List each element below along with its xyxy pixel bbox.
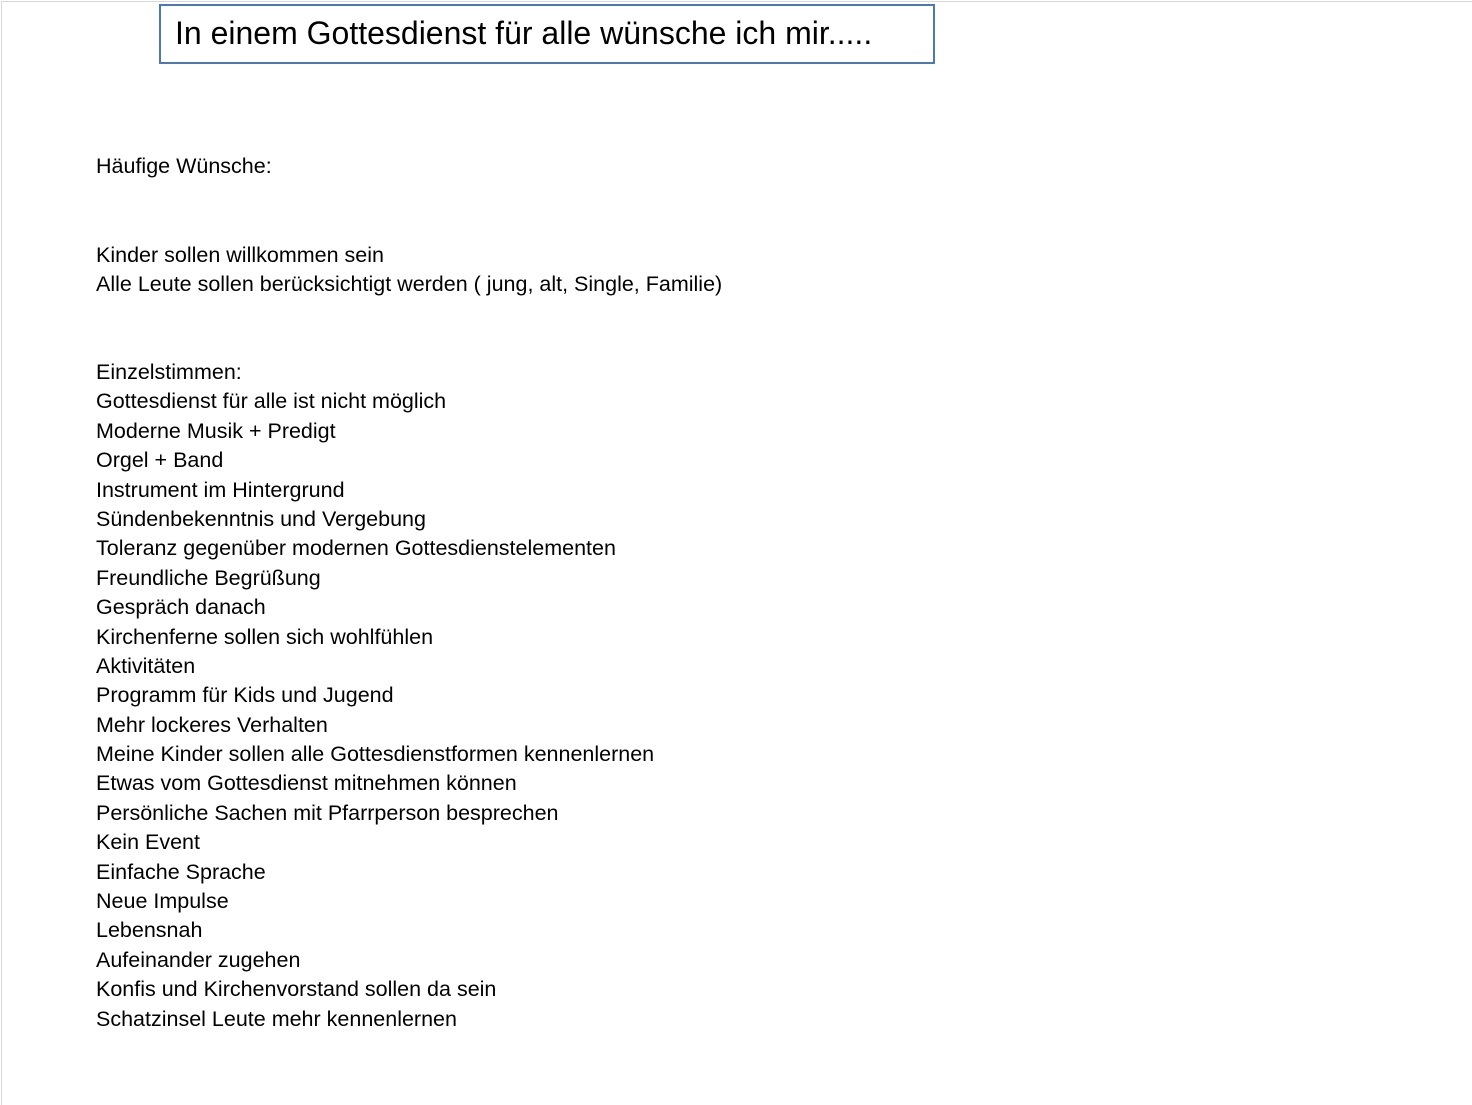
list-item: Moderne Musik + Predigt — [96, 418, 336, 443]
list-item: Einfache Sprache — [96, 859, 266, 884]
list-item: Orgel + Band — [96, 448, 224, 473]
list-item: Toleranz gegenüber modernen Gottesdienstelementen — [96, 536, 616, 561]
list-item: Aktivitäten — [96, 653, 196, 678]
list-item: Freundliche Begrüßung — [96, 565, 321, 590]
list-item: Sündenbekenntnis und Vergebung — [96, 506, 426, 531]
frequent-wishes-list — [96, 241, 722, 300]
list-item: Programm für Kids und Jugend — [96, 683, 394, 708]
list-item: Neue Impulse — [96, 889, 229, 914]
individual-voices-list — [96, 358, 654, 1034]
list-item: Kirchenferne sollen sich wohlfühlen — [96, 624, 434, 649]
frequent-wishes-heading-text: Häufige Wünsche: — [96, 154, 272, 178]
list-item: Kinder sollen willkommen sein — [96, 243, 384, 267]
list-item: Persönliche Sachen mit Pfarrperson besprechen — [96, 800, 559, 825]
list-item: Schatzinsel Leute mehr kennenlernen — [96, 1006, 457, 1031]
list-item: Meine Kinder sollen alle Gottesdienstformen kennenlernen — [96, 742, 655, 767]
list-item: Alle Leute sollen berücksichtigt werden ( jung, alt, Single, Familie) — [96, 272, 723, 297]
list-item: Gespräch danach — [96, 595, 266, 620]
list-item: Etwas vom Gottesdienst mitnehmen können — [96, 771, 517, 796]
frequent-wishes-heading — [96, 152, 272, 181]
page-title: In einem Gottesdienst für alle wünsche ich mir..... — [175, 15, 873, 51]
document-page — [1, 1, 1472, 1105]
list-item: Kein Event — [96, 830, 200, 855]
list-item: Gottesdienst für alle ist nicht möglich — [96, 389, 447, 414]
list-item: Lebensnah — [96, 918, 203, 943]
list-item: Aufeinander zugehen — [96, 947, 301, 972]
list-item: Mehr lockeres Verhalten — [96, 712, 328, 737]
title-text-box — [159, 4, 935, 64]
list-item: Konfis und Kirchenvorstand sollen da sein — [96, 977, 497, 1002]
individual-voices-heading: Einzelstimmen: — [96, 360, 242, 384]
list-item: Instrument im Hintergrund — [96, 477, 345, 502]
